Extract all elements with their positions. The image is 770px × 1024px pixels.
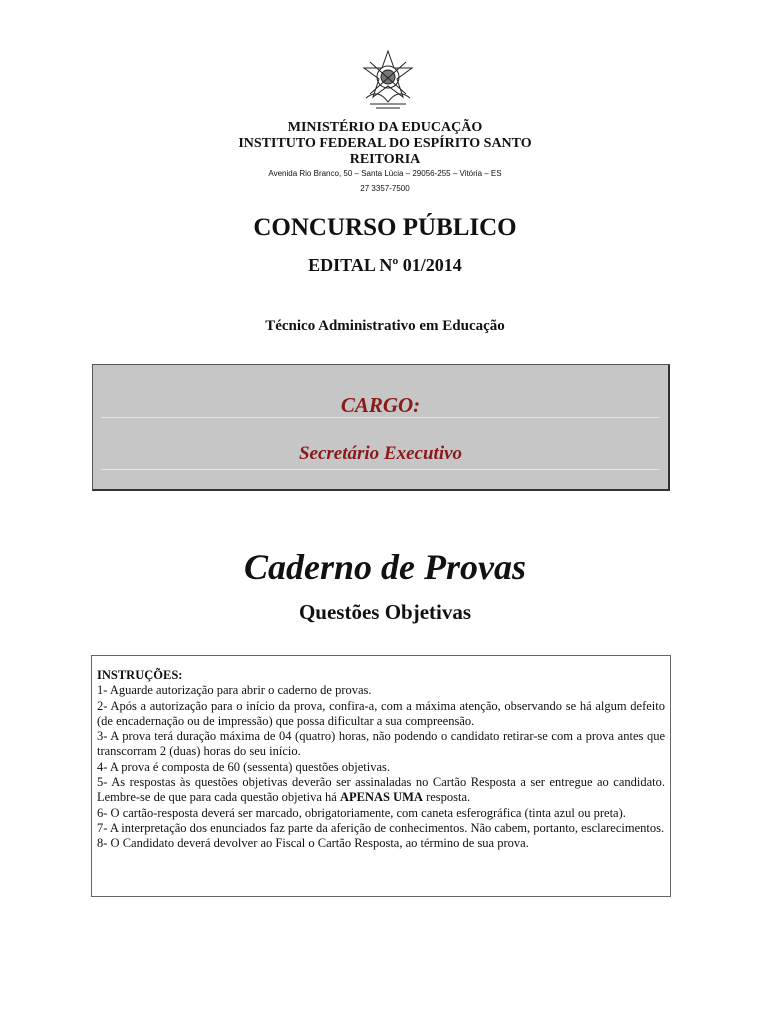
caderno-title: Caderno de Provas [244,547,526,587]
institute-name: INSTITUTO FEDERAL DO ESPÍRITO SANTO [238,136,532,151]
phone: 27 3357-7500 [360,184,410,193]
address: Avenida Rio Branco, 50 – Santa Lúcia – 29056-255 – Vitória – ES [268,169,502,178]
brazil-coat-of-arms-icon [356,48,420,112]
cargo-value: Secretário Executivo [298,443,463,464]
edital-number: EDITAL Nº 01/2014 [308,255,462,275]
cargo-label: CARGO: [340,393,421,417]
instruction-text: 5- As respostas às questões objetivas deverão ser assinaladas no Cartão Resposta a ser entregue ao candidato. Lembre-se de que para cada questão objetiva há [97,775,665,805]
instructions-heading: INSTRUÇÕES: [97,668,183,682]
role-area: Técnico Administrativo em Educação [265,318,505,334]
instruction-emphasis: APENAS UMA [339,790,423,805]
instruction-item: 3- A prova terá duração máxima de 04 (quatro) horas, não podendo o candidato retirar-se com a prova antes que transcorram 2 (duas) horas do seu início. [97,729,665,759]
instruction-item-5 [97,775,665,806]
instruction-item: 4- A prova é composta de 60 (sessenta) questões objetivas. [97,759,390,774]
instruction-item: 8- O Candidato deverá devolver ao Fiscal o Cartão Resposta, ao término de sua prova. [97,836,529,851]
instructions-box [91,655,671,897]
ministry-name: MINISTÉRIO DA EDUCAÇÃO [287,120,483,135]
instruction-text: resposta. [422,790,471,805]
instruction-item: 6- O cartão-resposta deverá ser marcado, obrigatoriamente, com caneta esferográfica (tinta azul ou preta). [97,805,626,820]
instruction-item: 1- Aguarde autorização para abrir o caderno de provas. [97,683,372,698]
cargo-box [92,364,670,491]
cargo-rule [101,469,660,470]
concurso-title: CONCURSO PÚBLICO [253,214,517,241]
caderno-subtitle: Questões Objetivas [298,600,472,624]
instruction-item: 7- A interpretação dos enunciados faz parte da aferição de conhecimentos. Não cabem, portanto, esclarecimentos. [97,820,665,835]
instruction-item: 2- Após a autorização para o início da prova, confira-a, com a máxima atenção, observando se há algum defeito (de encadernação ou de impressão) que possa dificultar a sua compreensão. [97,698,665,728]
office-name: REITORIA [349,152,421,167]
